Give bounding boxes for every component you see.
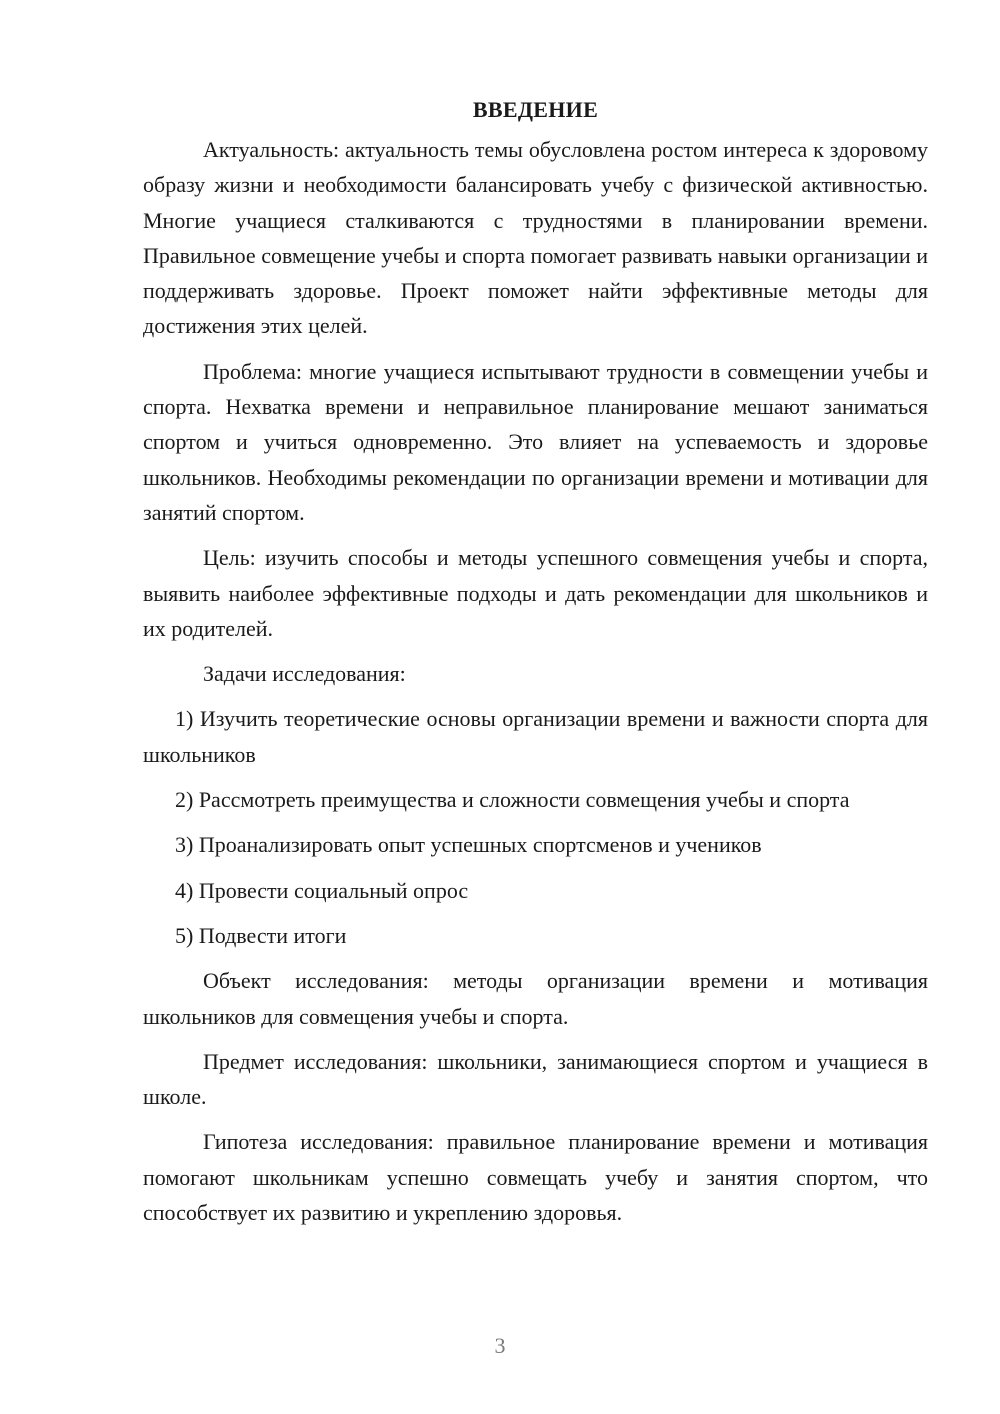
paragraph-problem: Проблема: многие учащиеся испытывают трудности в совмещении учебы и спорта. Нехватка времени и неправильное планирование мешают заниматься спортом и учиться одновременно. Это влияет на успеваемость и здоровье школьников. Необходимы рекомендации по организации времени и мотивации для занятий спортом. bbox=[143, 358, 928, 525]
task-item-2: 2) Рассмотреть преимущества и сложности совмещения учебы и спорта bbox=[175, 787, 850, 813]
paragraph-object: Объект исследования: методы организации времени и мотивация школьников для совмещения учебы и спорта. bbox=[143, 968, 928, 1029]
page-title: ВВЕДЕНИЕ bbox=[472, 97, 599, 122]
task-item-1: 1) Изучить теоретические основы организации времени и важности спорта для школьников bbox=[143, 706, 928, 767]
paragraph-goal: Цель: изучить способы и методы успешного совмещения учебы и спорта, выявить наиболее эффективные подходы и дать рекомендации для школьников и их родителей. bbox=[143, 545, 928, 641]
paragraph-subject: Предмет исследования: школьники, занимающиеся спортом и учащиеся в школе. bbox=[143, 1048, 928, 1110]
task-item-3: 3) Проанализировать опыт успешных спортсменов и учеников bbox=[175, 832, 762, 858]
task-item-5: 5) Подвести итоги bbox=[175, 922, 347, 948]
paragraph-tasks-heading: Задачи исследования: bbox=[203, 661, 406, 687]
paragraph-relevance: Актуальность: актуальность темы обусловлена ростом интереса к здоровому образу жизни и необходимости балансировать учебу с физической активностью. Многие учащиеся сталкиваются с трудностями в планировании времени. Правильное совмещение учебы и спорта помогает развивать навыки организации и поддерживать здоровье. Проект поможет найти эффективные методы для достижения этих целей. bbox=[143, 137, 928, 339]
page-number: 3 bbox=[494, 1333, 506, 1358]
task-item-4: 4) Провести социальный опрос bbox=[175, 877, 469, 903]
paragraph-hypothesis: Гипотеза исследования: правильное планирование времени и мотивация помогают школьникам успешно совмещать учебу и занятия спортом, что способствует их развитию и укреплению здоровья. bbox=[143, 1129, 928, 1226]
document-page bbox=[143, 92, 928, 1240]
